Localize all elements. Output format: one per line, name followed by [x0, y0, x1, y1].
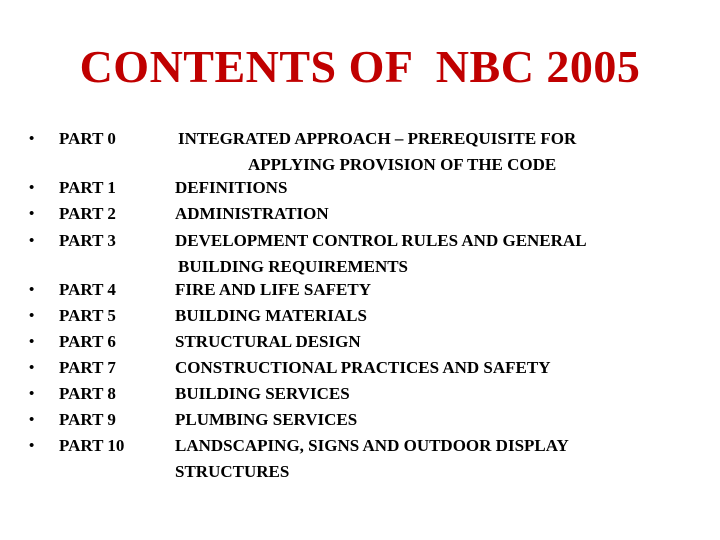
part-label: PART 5 [59, 306, 116, 325]
part-description [175, 126, 695, 178]
description-line-1: INTEGRATED APPROACH – PREREQUISITE FOR [178, 129, 577, 148]
description-line-2: BUILDING REQUIREMENTS [178, 257, 409, 276]
part-label: PART 0 [59, 129, 116, 148]
description-line-1: DEVELOPMENT CONTROL RULES AND GENERAL [175, 231, 587, 250]
bullet: • [29, 282, 35, 298]
bullet: • [29, 180, 35, 196]
bullet: • [29, 233, 35, 249]
slide-title: CONTENTS OF NBC 2005 [79, 41, 641, 92]
bullet: • [29, 438, 35, 454]
part-label: PART 2 [59, 204, 116, 223]
part-description: ADMINISTRATION [175, 204, 329, 223]
part-description: DEFINITIONS [175, 178, 288, 197]
bullet: • [29, 412, 35, 428]
part-description [175, 228, 695, 280]
part-description: FIRE AND LIFE SAFETY [175, 280, 372, 299]
bullet: • [29, 131, 35, 147]
description-line-2: APPLYING PROVISION OF THE CODE [248, 155, 557, 174]
description-line-2: STRUCTURES [175, 462, 290, 481]
part-description: BUILDING SERVICES [175, 384, 350, 403]
part-label: PART 6 [59, 332, 116, 351]
bullet: • [29, 334, 35, 350]
bullet: • [29, 360, 35, 376]
part-label: PART 1 [59, 178, 116, 197]
part-label: PART 10 [59, 436, 125, 455]
part-description [175, 433, 695, 485]
bullet: • [29, 308, 35, 324]
part-description: STRUCTURAL DESIGN [175, 332, 361, 351]
bullet: • [29, 206, 35, 222]
part-description: PLUMBING SERVICES [175, 410, 358, 429]
part-label: PART 9 [59, 410, 116, 429]
bullet: • [29, 386, 35, 402]
part-label: PART 7 [59, 358, 116, 377]
part-label: PART 8 [59, 384, 116, 403]
part-label: PART 3 [59, 231, 116, 250]
description-line-1: LANDSCAPING, SIGNS AND OUTDOOR DISPLAY [175, 436, 569, 455]
part-description: CONSTRUCTIONAL PRACTICES AND SAFETY [175, 358, 551, 377]
part-description: BUILDING MATERIALS [175, 306, 367, 325]
part-label: PART 4 [59, 280, 116, 299]
